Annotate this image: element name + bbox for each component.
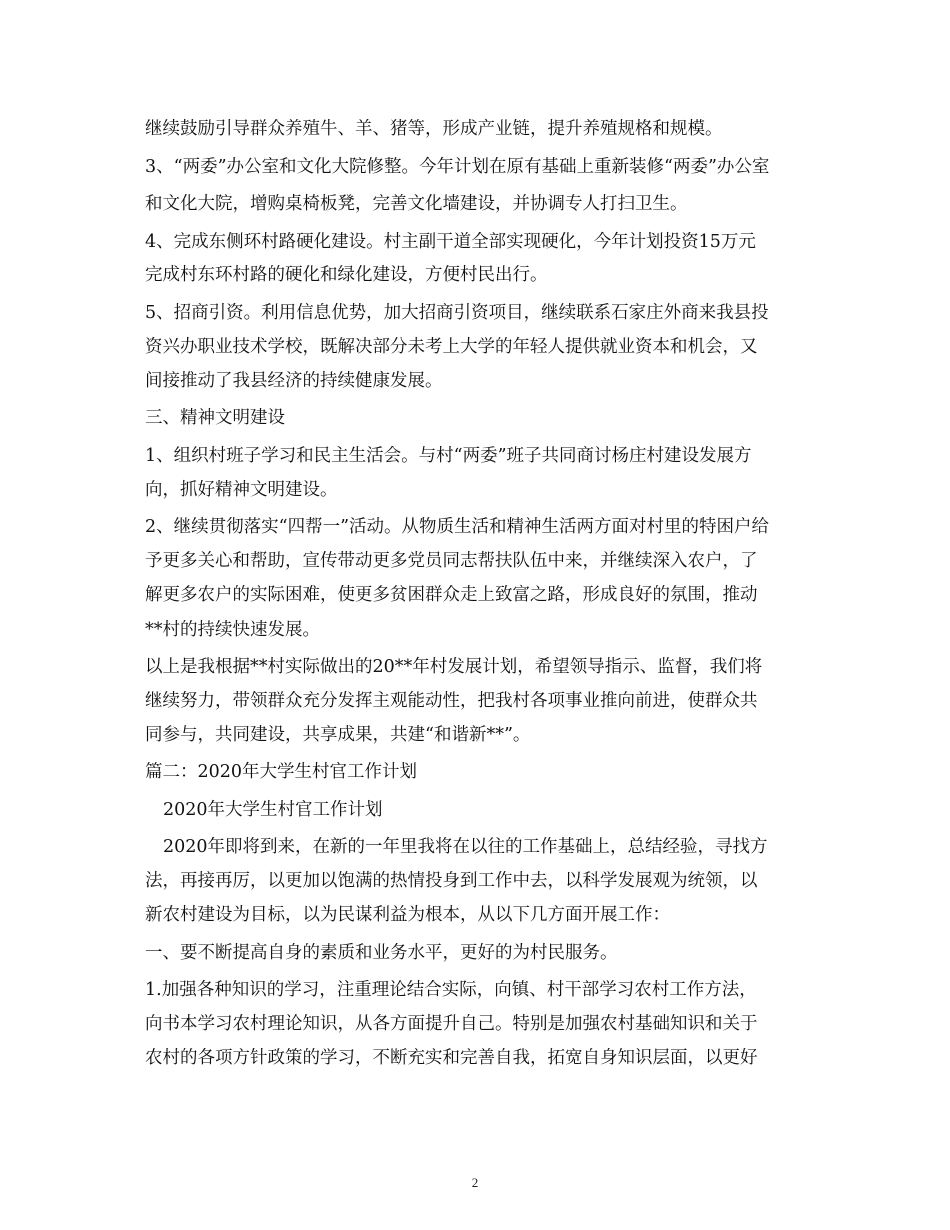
text-line: 以上是我根据**村实际做出的20**年村发展计划，希望领导指示、监督，我们将 — [145, 657, 763, 677]
text-line: 5、招商引资。利用信息优势，加大招商引资项目，继续联系石家庄外商来我县投 — [145, 303, 769, 323]
text-line: 4、完成东侧环村路硬化建设。村主副干道全部实现硬化，今年计划投资15万元 — [145, 232, 756, 252]
text-line: 和文化大院，增购桌椅板凳，完善文化墙建设，并协调专人打扫卫生。 — [145, 194, 688, 214]
text-line: 1.加强各种知识的学习，注重理论结合实际，向镇、村干部学习农村工作方法， — [145, 980, 757, 1000]
text-line: 法，再接再厉，以更加以饱满的热情投身到工作中去，以科学发展观为统领，以 — [145, 871, 758, 891]
text-line: 间接推动了我县经济的持续健康发展。 — [145, 371, 443, 391]
text-line: 2、继续贯彻落实“四帮一”活动。从物质生活和精神生活两方面对村里的特困户给 — [145, 517, 770, 537]
document-title: 2020年大学生村官工作计划 — [163, 800, 383, 820]
text-line: 2020年即将到来，在新的一年里我将在以往的工作基础上，总结经验，寻找方 — [163, 837, 768, 857]
text-line: 解更多农户的实际困难，使更多贫困群众走上致富之路，形成良好的氛围，推动 — [145, 585, 758, 605]
text-line: 同参与，共同建设，共享成果，共建“和谐新**”。 — [145, 725, 531, 745]
section-heading: 一、要不断提高自身的素质和业务水平，更好的为村民服务。 — [145, 943, 618, 963]
text-line: 3、“两委”办公室和文化大院修整。今年计划在原有基础上重新装修“两委”办公室 — [145, 157, 770, 177]
text-line: 予更多关心和帮助，宣传带动更多党员同志帮扶队伍中来，并继续深入农户，了 — [145, 551, 758, 571]
text-line: 继续努力，带领群众充分发挥主观能动性，把我村各项事业推向前进，使群众共 — [145, 691, 758, 711]
text-line: 向书本学习农村理论知识，从各方面提升自己。特别是加强农村基础知识和关于 — [145, 1014, 758, 1034]
text-line: 资兴办职业技术学校，既解决部分未考上大学的年轻人提供就业资本和机会，又 — [145, 337, 758, 357]
text-line: 农村的各项方针政策的学习，不断充实和完善自我，拓宽自身知识层面，以更好 — [145, 1048, 758, 1068]
text-line: **村的持续快速发展。 — [145, 620, 320, 640]
text-line: 继续鼓励引导群众养殖牛、羊、猪等，形成产业链，提升养殖规格和规模。 — [145, 119, 723, 139]
text-line: 向，抓好精神文明建设。 — [145, 480, 338, 500]
page-number: 2 — [471, 1175, 479, 1190]
text-line: 1、组织村班子学习和民主生活会。与村“两委”班子共同商讨杨庄村建设发展方 — [145, 446, 752, 466]
text-line: 完成村东环村路的硬化和绿化建设，方便村民出行。 — [145, 265, 548, 285]
section-heading: 篇二：2020年大学生村官工作计划 — [145, 762, 418, 782]
section-heading: 三、精神文明建设 — [145, 408, 285, 428]
text-line: 新农村建设为目标，以为民谋利益为根本，从以下几方面开展工作： — [145, 905, 670, 925]
